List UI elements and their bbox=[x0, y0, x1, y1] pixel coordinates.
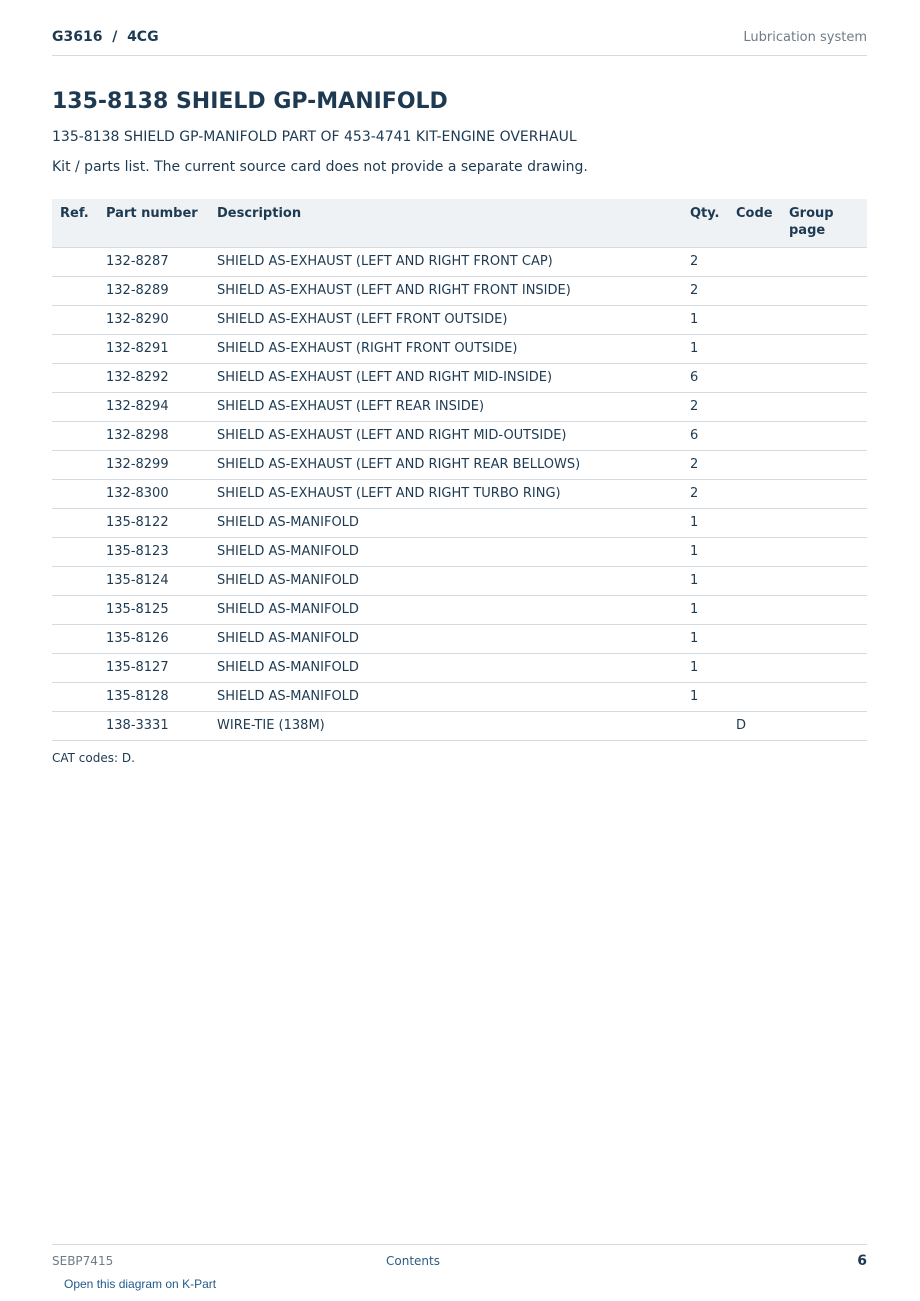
cell-description: WIRE-TIE (138M) bbox=[217, 711, 690, 740]
running-header bbox=[52, 28, 867, 56]
cell-code: D bbox=[736, 711, 789, 740]
table-row bbox=[52, 653, 867, 682]
cell-part-number: 132-8291 bbox=[106, 334, 217, 363]
cell-qty: 1 bbox=[690, 682, 736, 711]
cell-description: SHIELD AS-MANIFOLD bbox=[217, 653, 690, 682]
cell-code bbox=[736, 305, 789, 334]
cell-qty: 1 bbox=[690, 305, 736, 334]
cell-part-number: 135-8126 bbox=[106, 624, 217, 653]
cell-qty: 1 bbox=[690, 537, 736, 566]
cell-ref bbox=[52, 305, 106, 334]
cell-ref bbox=[52, 653, 106, 682]
table-row bbox=[52, 479, 867, 508]
cell-group-page bbox=[789, 421, 867, 450]
cell-part-number: 132-8292 bbox=[106, 363, 217, 392]
cell-part-number: 135-8125 bbox=[106, 595, 217, 624]
cell-ref bbox=[52, 363, 106, 392]
cell-group-page bbox=[789, 566, 867, 595]
cell-ref bbox=[52, 392, 106, 421]
cell-code bbox=[736, 334, 789, 363]
model-label: G3616 / 4CG bbox=[52, 29, 159, 45]
cell-description: SHIELD AS-EXHAUST (LEFT FRONT OUTSIDE) bbox=[217, 305, 690, 334]
cell-description: SHIELD AS-EXHAUST (LEFT AND RIGHT MID-INSIDE) bbox=[217, 363, 690, 392]
table-row bbox=[52, 450, 867, 479]
table-row bbox=[52, 682, 867, 711]
cell-description: SHIELD AS-MANIFOLD bbox=[217, 624, 690, 653]
cell-code bbox=[736, 276, 789, 305]
cell-group-page bbox=[789, 711, 867, 740]
cell-part-number: 135-8128 bbox=[106, 682, 217, 711]
cell-code bbox=[736, 508, 789, 537]
page bbox=[52, 0, 867, 1300]
cell-qty: 6 bbox=[690, 363, 736, 392]
cell-code bbox=[736, 363, 789, 392]
column-header-description: Description bbox=[217, 199, 690, 247]
cell-group-page bbox=[789, 537, 867, 566]
table-row bbox=[52, 421, 867, 450]
cell-ref bbox=[52, 624, 106, 653]
cell-part-number: 135-8124 bbox=[106, 566, 217, 595]
cell-group-page bbox=[789, 305, 867, 334]
cell-group-page bbox=[789, 247, 867, 276]
page-number: 6 bbox=[857, 1253, 867, 1269]
cell-description: SHIELD AS-EXHAUST (LEFT AND RIGHT FRONT INSIDE) bbox=[217, 276, 690, 305]
page-footer bbox=[52, 1244, 867, 1301]
cell-ref bbox=[52, 421, 106, 450]
cell-qty: 2 bbox=[690, 392, 736, 421]
cell-code bbox=[736, 479, 789, 508]
cell-description: SHIELD AS-EXHAUST (LEFT REAR INSIDE) bbox=[217, 392, 690, 421]
cell-description: SHIELD AS-MANIFOLD bbox=[217, 537, 690, 566]
table-row bbox=[52, 537, 867, 566]
cell-part-number: 132-8298 bbox=[106, 421, 217, 450]
cell-description: SHIELD AS-MANIFOLD bbox=[217, 682, 690, 711]
cell-qty: 1 bbox=[690, 508, 736, 537]
cell-part-number: 132-8287 bbox=[106, 247, 217, 276]
table-row bbox=[52, 363, 867, 392]
table-row bbox=[52, 334, 867, 363]
cell-qty: 2 bbox=[690, 276, 736, 305]
cell-code bbox=[736, 247, 789, 276]
cell-part-number: 135-8127 bbox=[106, 653, 217, 682]
cell-description: SHIELD AS-EXHAUST (LEFT AND RIGHT MID-OUTSIDE) bbox=[217, 421, 690, 450]
table-row bbox=[52, 247, 867, 276]
cell-code bbox=[736, 392, 789, 421]
source-note: Kit / parts list. The current source card does not provide a separate drawing. bbox=[52, 159, 588, 175]
cell-ref bbox=[52, 537, 106, 566]
cell-group-page bbox=[789, 363, 867, 392]
cell-group-page bbox=[789, 276, 867, 305]
cell-part-number: 132-8294 bbox=[106, 392, 217, 421]
cell-qty: 2 bbox=[690, 450, 736, 479]
cell-part-number: 135-8122 bbox=[106, 508, 217, 537]
cell-ref bbox=[52, 595, 106, 624]
cell-part-number: 132-8290 bbox=[106, 305, 217, 334]
cell-description: SHIELD AS-MANIFOLD bbox=[217, 566, 690, 595]
cell-group-page bbox=[789, 595, 867, 624]
cell-ref bbox=[52, 508, 106, 537]
cell-qty: 2 bbox=[690, 479, 736, 508]
cell-ref bbox=[52, 247, 106, 276]
cell-ref bbox=[52, 711, 106, 740]
cell-qty: 1 bbox=[690, 653, 736, 682]
cell-qty: 2 bbox=[690, 247, 736, 276]
cell-qty: 1 bbox=[690, 595, 736, 624]
cell-description: SHIELD AS-MANIFOLD bbox=[217, 595, 690, 624]
contents-link[interactable]: Contents bbox=[386, 1254, 440, 1268]
cell-group-page bbox=[789, 508, 867, 537]
table-row bbox=[52, 508, 867, 537]
document-id: SEBP7415 bbox=[52, 1254, 114, 1268]
cell-qty: 1 bbox=[690, 334, 736, 363]
cell-ref bbox=[52, 334, 106, 363]
cell-code bbox=[736, 566, 789, 595]
page-title: 135-8138 SHIELD GP-MANIFOLD bbox=[52, 89, 448, 114]
cell-ref bbox=[52, 450, 106, 479]
column-header-part-number: Part number bbox=[106, 199, 217, 247]
cell-qty: 1 bbox=[690, 624, 736, 653]
parts-table bbox=[52, 199, 867, 741]
cell-code bbox=[736, 653, 789, 682]
cell-description: SHIELD AS-EXHAUST (RIGHT FRONT OUTSIDE) bbox=[217, 334, 690, 363]
cell-part-number: 138-3331 bbox=[106, 711, 217, 740]
cell-group-page bbox=[789, 682, 867, 711]
cell-code bbox=[736, 682, 789, 711]
table-row bbox=[52, 624, 867, 653]
table-row bbox=[52, 595, 867, 624]
cell-part-number: 135-8123 bbox=[106, 537, 217, 566]
cell-code bbox=[736, 595, 789, 624]
cell-code bbox=[736, 537, 789, 566]
cell-group-page bbox=[789, 479, 867, 508]
table-row bbox=[52, 392, 867, 421]
cell-ref bbox=[52, 566, 106, 595]
open-kpart-link[interactable]: Open this diagram on K-Part bbox=[64, 1277, 217, 1291]
cell-group-page bbox=[789, 624, 867, 653]
section-label: Lubrication system bbox=[743, 30, 867, 45]
column-header-code: Code bbox=[736, 199, 789, 247]
cell-description: SHIELD AS-EXHAUST (LEFT AND RIGHT REAR BELLOWS) bbox=[217, 450, 690, 479]
cell-code bbox=[736, 450, 789, 479]
cell-qty: 1 bbox=[690, 566, 736, 595]
cell-group-page bbox=[789, 653, 867, 682]
table-header-row bbox=[52, 199, 867, 247]
cell-group-page bbox=[789, 450, 867, 479]
cell-group-page bbox=[789, 392, 867, 421]
cell-description: SHIELD AS-MANIFOLD bbox=[217, 508, 690, 537]
cell-group-page bbox=[789, 334, 867, 363]
table-row bbox=[52, 566, 867, 595]
parts-table-body bbox=[52, 247, 867, 740]
cell-part-number: 132-8289 bbox=[106, 276, 217, 305]
cell-code bbox=[736, 624, 789, 653]
column-header-qty: Qty. bbox=[690, 199, 736, 247]
cell-description: SHIELD AS-EXHAUST (LEFT AND RIGHT FRONT CAP) bbox=[217, 247, 690, 276]
table-row bbox=[52, 711, 867, 740]
column-header-ref: Ref. bbox=[52, 199, 106, 247]
cell-description: SHIELD AS-EXHAUST (LEFT AND RIGHT TURBO RING) bbox=[217, 479, 690, 508]
cell-part-number: 132-8300 bbox=[106, 479, 217, 508]
page-subtitle: 135-8138 SHIELD GP-MANIFOLD PART OF 453-4741 KIT-ENGINE OVERHAUL bbox=[52, 129, 577, 145]
cell-ref bbox=[52, 479, 106, 508]
column-header-group-page: Group page bbox=[789, 199, 867, 247]
table-row bbox=[52, 276, 867, 305]
cell-code bbox=[736, 421, 789, 450]
table-row bbox=[52, 305, 867, 334]
cell-ref bbox=[52, 276, 106, 305]
cell-ref bbox=[52, 682, 106, 711]
cell-qty: 6 bbox=[690, 421, 736, 450]
cell-part-number: 132-8299 bbox=[106, 450, 217, 479]
cat-codes-note: CAT codes: D. bbox=[52, 751, 135, 765]
cell-qty bbox=[690, 711, 736, 740]
